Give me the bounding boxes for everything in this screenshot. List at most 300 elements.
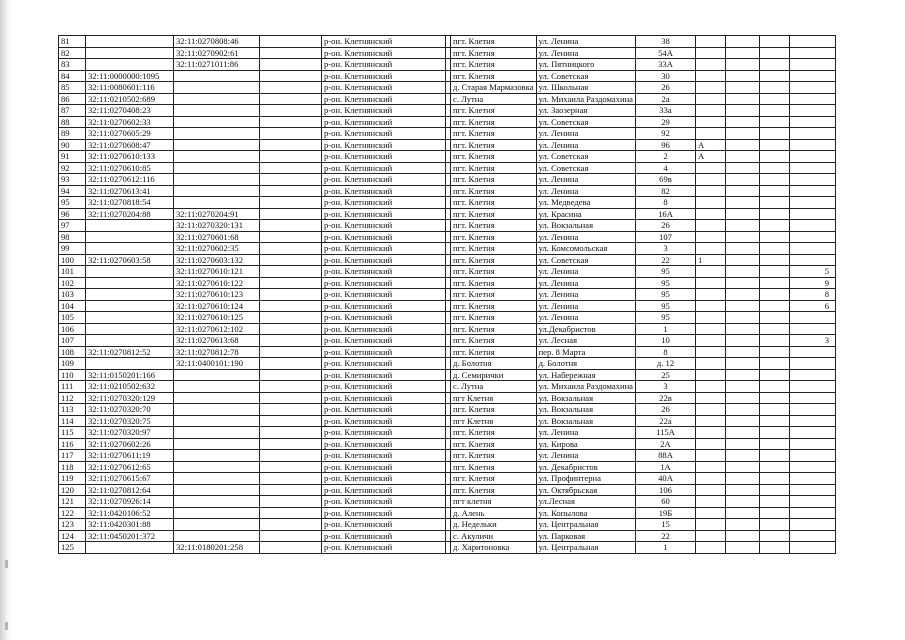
- apartment-number-cell: [790, 542, 836, 554]
- empty-cell: [726, 208, 760, 220]
- street-cell: ул. Михаила Раздомахина: [536, 381, 635, 393]
- settlement-cell: пгт Клетня: [451, 392, 537, 404]
- row-number-cell: 103: [59, 289, 86, 301]
- house-number-cell: 40А: [636, 473, 696, 485]
- street-cell: ул. Кирова: [536, 438, 635, 450]
- row-number-cell: 112: [59, 392, 86, 404]
- land-cadastral-number-cell: 32:11:0270320:97: [86, 427, 174, 439]
- apartment-number-cell: [790, 415, 836, 427]
- empty-cell: [760, 220, 790, 232]
- house-number-cell: 38: [636, 36, 696, 48]
- street-cell: ул. Ленина: [536, 139, 635, 151]
- land-cadastral-number-cell: 32:11:0270408:23: [86, 105, 174, 117]
- house-number-cell: 107: [636, 231, 696, 243]
- table-row: [59, 197, 836, 209]
- settlement-cell: пгт. Клетня: [451, 438, 537, 450]
- table-row: [59, 542, 836, 554]
- district-cell: р-он. Клетнянский: [322, 128, 446, 140]
- row-number-cell: 121: [59, 496, 86, 508]
- table-row: [59, 36, 836, 48]
- settlement-cell: д. Харитоновка: [451, 542, 537, 554]
- empty-cell: [260, 346, 322, 358]
- street-cell: ул. Советская: [536, 70, 635, 82]
- settlement-cell: пгт. Клетня: [451, 59, 537, 71]
- letter-cell: [696, 47, 726, 59]
- street-cell: ул. Лесная: [536, 335, 635, 347]
- settlement-cell: пгт. Клетня: [451, 277, 537, 289]
- land-cadastral-number-cell: 32:11:0270926:14: [86, 496, 174, 508]
- building-cadastral-number-cell: [174, 128, 260, 140]
- apartment-number-cell: [790, 254, 836, 266]
- empty-cell: [726, 542, 760, 554]
- district-cell: р-он. Клетнянский: [322, 312, 446, 324]
- settlement-cell: пгт. Клетня: [451, 427, 537, 439]
- scan-edge-shadow: [0, 0, 12, 640]
- district-cell: р-он. Клетнянский: [322, 185, 446, 197]
- land-cadastral-number-cell: 32:11:0270611:19: [86, 450, 174, 462]
- empty-cell: [260, 519, 322, 531]
- settlement-cell: пгт. Клетня: [451, 70, 537, 82]
- building-cadastral-number-cell: 32:11:0180201:258: [174, 542, 260, 554]
- land-cadastral-number-cell: [86, 231, 174, 243]
- building-cadastral-number-cell: 32:11:0270601:68: [174, 231, 260, 243]
- row-number-cell: 120: [59, 484, 86, 496]
- table-row: [59, 415, 836, 427]
- land-cadastral-number-cell: 32:11:0270818:54: [86, 197, 174, 209]
- table-row: [59, 220, 836, 232]
- land-cadastral-number-cell: [86, 335, 174, 347]
- empty-cell: [726, 59, 760, 71]
- letter-cell: [696, 358, 726, 370]
- row-number-cell: 93: [59, 174, 86, 186]
- land-cadastral-number-cell: 32:11:0210502:689: [86, 93, 174, 105]
- empty-cell: [726, 519, 760, 531]
- row-number-cell: 82: [59, 47, 86, 59]
- empty-cell: [726, 392, 760, 404]
- house-number-cell: 4: [636, 162, 696, 174]
- letter-cell: [696, 335, 726, 347]
- empty-cell: [260, 530, 322, 542]
- letter-cell: [696, 473, 726, 485]
- row-number-cell: 118: [59, 461, 86, 473]
- empty-cell: [260, 105, 322, 117]
- empty-cell: [726, 220, 760, 232]
- settlement-cell: пгт. Клетня: [451, 243, 537, 255]
- land-cadastral-number-cell: 32:11:0270320:70: [86, 404, 174, 416]
- land-cadastral-number-cell: [86, 220, 174, 232]
- letter-cell: [696, 484, 726, 496]
- row-number-cell: 113: [59, 404, 86, 416]
- district-cell: р-он. Клетнянский: [322, 116, 446, 128]
- row-number-cell: 125: [59, 542, 86, 554]
- settlement-cell: пгт. Клетня: [451, 473, 537, 485]
- table-row: [59, 277, 836, 289]
- empty-cell: [726, 415, 760, 427]
- empty-cell: [260, 128, 322, 140]
- row-number-cell: 96: [59, 208, 86, 220]
- house-number-cell: 60: [636, 496, 696, 508]
- empty-cell: [260, 300, 322, 312]
- land-cadastral-number-cell: [86, 36, 174, 48]
- empty-cell: [760, 197, 790, 209]
- land-cadastral-number-cell: 32:11:0270610:85: [86, 162, 174, 174]
- empty-cell: [260, 208, 322, 220]
- letter-cell: [696, 346, 726, 358]
- table-row: [59, 346, 836, 358]
- empty-cell: [760, 70, 790, 82]
- empty-cell: [726, 438, 760, 450]
- letter-cell: [696, 427, 726, 439]
- letter-cell: [696, 300, 726, 312]
- empty-cell: [760, 404, 790, 416]
- letter-cell: [696, 277, 726, 289]
- settlement-cell: пгт. Клетня: [451, 47, 537, 59]
- empty-cell: [260, 151, 322, 163]
- building-cadastral-number-cell: [174, 473, 260, 485]
- street-cell: д. Болотня: [536, 358, 635, 370]
- row-number-cell: 111: [59, 381, 86, 393]
- table-row: [59, 47, 836, 59]
- settlement-cell: пгт. Клетня: [451, 289, 537, 301]
- letter-cell: [696, 415, 726, 427]
- street-cell: ул. Комсомольская: [536, 243, 635, 255]
- row-number-cell: 105: [59, 312, 86, 324]
- house-number-cell: 95: [636, 312, 696, 324]
- letter-cell: [696, 105, 726, 117]
- district-cell: р-он. Клетнянский: [322, 162, 446, 174]
- empty-cell: [260, 47, 322, 59]
- land-cadastral-number-cell: [86, 277, 174, 289]
- settlement-cell: с. Лутна: [451, 381, 537, 393]
- row-number-cell: 114: [59, 415, 86, 427]
- letter-cell: [696, 381, 726, 393]
- house-number-cell: 92: [636, 128, 696, 140]
- apartment-number-cell: [790, 438, 836, 450]
- apartment-number-cell: [790, 59, 836, 71]
- land-cadastral-number-cell: [86, 289, 174, 301]
- row-number-cell: 100: [59, 254, 86, 266]
- empty-cell: [726, 300, 760, 312]
- empty-cell: [760, 174, 790, 186]
- letter-cell: [696, 507, 726, 519]
- district-cell: р-он. Клетнянский: [322, 277, 446, 289]
- house-number-cell: 15: [636, 519, 696, 531]
- empty-cell: [760, 47, 790, 59]
- empty-cell: [260, 427, 322, 439]
- street-cell: ул. Ленина: [536, 289, 635, 301]
- house-number-cell: 22: [636, 530, 696, 542]
- table-row: [59, 70, 836, 82]
- empty-cell: [260, 266, 322, 278]
- empty-cell: [260, 185, 322, 197]
- building-cadastral-number-cell: [174, 116, 260, 128]
- building-cadastral-number-cell: 32:11:0270613:68: [174, 335, 260, 347]
- district-cell: р-он. Клетнянский: [322, 266, 446, 278]
- empty-cell: [260, 461, 322, 473]
- table-row: [59, 369, 836, 381]
- district-cell: р-он. Клетнянский: [322, 36, 446, 48]
- empty-cell: [760, 323, 790, 335]
- district-cell: р-он. Клетнянский: [322, 47, 446, 59]
- row-number-cell: 90: [59, 139, 86, 151]
- house-number-cell: 22: [636, 254, 696, 266]
- settlement-cell: пгт. Клетня: [451, 105, 537, 117]
- row-number-cell: 91: [59, 151, 86, 163]
- empty-cell: [760, 542, 790, 554]
- district-cell: р-он. Клетнянский: [322, 254, 446, 266]
- building-cadastral-number-cell: [174, 174, 260, 186]
- empty-cell: [726, 254, 760, 266]
- empty-cell: [760, 231, 790, 243]
- empty-cell: [260, 369, 322, 381]
- district-cell: р-он. Клетнянский: [322, 369, 446, 381]
- land-cadastral-number-cell: 32:11:0420301:88: [86, 519, 174, 531]
- empty-cell: [726, 484, 760, 496]
- house-number-cell: 95: [636, 266, 696, 278]
- row-number-cell: 85: [59, 82, 86, 94]
- table-row: [59, 289, 836, 301]
- house-number-cell: 25: [636, 369, 696, 381]
- street-cell: ул. Вокзальная: [536, 392, 635, 404]
- apartment-number-cell: [790, 450, 836, 462]
- district-cell: р-он. Клетнянский: [322, 151, 446, 163]
- empty-cell: [260, 82, 322, 94]
- apartment-number-cell: [790, 128, 836, 140]
- house-number-cell: 19Б: [636, 507, 696, 519]
- empty-cell: [260, 323, 322, 335]
- land-cadastral-number-cell: 32:11:0270812:52: [86, 346, 174, 358]
- table-row: [59, 323, 836, 335]
- settlement-cell: пгт. Клетня: [451, 461, 537, 473]
- land-cadastral-number-cell: [86, 266, 174, 278]
- row-number-cell: 119: [59, 473, 86, 485]
- empty-cell: [760, 392, 790, 404]
- empty-cell: [726, 47, 760, 59]
- empty-cell: [726, 82, 760, 94]
- letter-cell: А: [696, 139, 726, 151]
- land-cadastral-number-cell: 32:11:0080601:116: [86, 82, 174, 94]
- apartment-number-cell: 9: [790, 277, 836, 289]
- letter-cell: [696, 461, 726, 473]
- street-cell: ул. Ленина: [536, 36, 635, 48]
- empty-cell: [760, 473, 790, 485]
- district-cell: р-он. Клетнянский: [322, 473, 446, 485]
- empty-cell: [760, 266, 790, 278]
- empty-cell: [726, 266, 760, 278]
- table-row: [59, 335, 836, 347]
- settlement-cell: пгт. Клетня: [451, 220, 537, 232]
- empty-cell: [760, 82, 790, 94]
- empty-cell: [726, 36, 760, 48]
- empty-cell: [760, 358, 790, 370]
- district-cell: р-он. Клетнянский: [322, 542, 446, 554]
- building-cadastral-number-cell: [174, 438, 260, 450]
- land-cadastral-number-cell: 32:11:0270812:64: [86, 484, 174, 496]
- letter-cell: [696, 174, 726, 186]
- building-cadastral-number-cell: [174, 139, 260, 151]
- empty-cell: [726, 116, 760, 128]
- row-number-cell: 83: [59, 59, 86, 71]
- district-cell: р-он. Клетнянский: [322, 438, 446, 450]
- empty-cell: [260, 139, 322, 151]
- house-number-cell: 54А: [636, 47, 696, 59]
- district-cell: р-он. Клетнянский: [322, 519, 446, 531]
- land-cadastral-number-cell: 32:11:0270608:47: [86, 139, 174, 151]
- building-cadastral-number-cell: 32:11:0270603:132: [174, 254, 260, 266]
- letter-cell: [696, 93, 726, 105]
- street-cell: ул. Центральная: [536, 542, 635, 554]
- building-cadastral-number-cell: 32:11:0270610:123: [174, 289, 260, 301]
- apartment-number-cell: [790, 185, 836, 197]
- house-number-cell: 95: [636, 277, 696, 289]
- empty-cell: [260, 438, 322, 450]
- row-number-cell: 92: [59, 162, 86, 174]
- settlement-cell: пгт. Клетня: [451, 116, 537, 128]
- street-cell: ул. Вокзальная: [536, 404, 635, 416]
- row-number-cell: 109: [59, 358, 86, 370]
- table-row: [59, 185, 836, 197]
- letter-cell: [696, 519, 726, 531]
- row-number-cell: 107: [59, 335, 86, 347]
- settlement-cell: д. Старая Мармазовка: [451, 82, 537, 94]
- table-row: [59, 243, 836, 255]
- settlement-cell: пгт. Клетня: [451, 335, 537, 347]
- district-cell: р-он. Клетнянский: [322, 530, 446, 542]
- row-number-cell: 108: [59, 346, 86, 358]
- empty-cell: [760, 105, 790, 117]
- building-cadastral-number-cell: 32:11:0270612:102: [174, 323, 260, 335]
- empty-cell: [760, 312, 790, 324]
- land-cadastral-number-cell: 32:11:0150201:166: [86, 369, 174, 381]
- building-cadastral-number-cell: 32:11:0270602:35: [174, 243, 260, 255]
- street-cell: ул. Ленина: [536, 47, 635, 59]
- house-number-cell: 96: [636, 139, 696, 151]
- street-cell: ул. Ленина: [536, 185, 635, 197]
- street-cell: ул. Ленина: [536, 427, 635, 439]
- empty-cell: [726, 277, 760, 289]
- settlement-cell: пгт. Клетня: [451, 208, 537, 220]
- table-row: [59, 438, 836, 450]
- letter-cell: [696, 116, 726, 128]
- table-row: [59, 231, 836, 243]
- table-row: [59, 93, 836, 105]
- row-number-cell: 88: [59, 116, 86, 128]
- empty-cell: [760, 507, 790, 519]
- table-row: [59, 128, 836, 140]
- empty-cell: [760, 519, 790, 531]
- house-number-cell: 33а: [636, 105, 696, 117]
- row-number-cell: 110: [59, 369, 86, 381]
- empty-cell: [260, 335, 322, 347]
- settlement-cell: д. Алень: [451, 507, 537, 519]
- street-cell: ул. Ленина: [536, 300, 635, 312]
- building-cadastral-number-cell: 32:11:0270204:91: [174, 208, 260, 220]
- empty-cell: [260, 59, 322, 71]
- table-row: [59, 358, 836, 370]
- letter-cell: [696, 450, 726, 462]
- letter-cell: [696, 185, 726, 197]
- district-cell: р-он. Клетнянский: [322, 231, 446, 243]
- land-cadastral-number-cell: [86, 323, 174, 335]
- letter-cell: [696, 323, 726, 335]
- table-row: [59, 381, 836, 393]
- building-cadastral-number-cell: 32:11:0270812:78: [174, 346, 260, 358]
- house-number-cell: 69в: [636, 174, 696, 186]
- house-number-cell: 10: [636, 335, 696, 347]
- house-number-cell: 3: [636, 243, 696, 255]
- empty-cell: [760, 162, 790, 174]
- settlement-cell: пгт. Клетня: [451, 450, 537, 462]
- empty-cell: [760, 289, 790, 301]
- apartment-number-cell: [790, 530, 836, 542]
- empty-cell: [726, 335, 760, 347]
- empty-cell: [726, 105, 760, 117]
- row-number-cell: 95: [59, 197, 86, 209]
- letter-cell: [696, 496, 726, 508]
- house-number-cell: 88А: [636, 450, 696, 462]
- district-cell: р-он. Клетнянский: [322, 59, 446, 71]
- empty-cell: [726, 197, 760, 209]
- apartment-number-cell: [790, 231, 836, 243]
- building-cadastral-number-cell: [174, 197, 260, 209]
- table-row: [59, 530, 836, 542]
- land-cadastral-number-cell: 32:11:0270602:26: [86, 438, 174, 450]
- letter-cell: [696, 36, 726, 48]
- empty-cell: [760, 243, 790, 255]
- empty-cell: [726, 496, 760, 508]
- apartment-number-cell: [790, 116, 836, 128]
- empty-cell: [760, 484, 790, 496]
- empty-cell: [726, 231, 760, 243]
- empty-cell: [260, 36, 322, 48]
- empty-cell: [726, 530, 760, 542]
- empty-cell: [260, 254, 322, 266]
- apartment-number-cell: [790, 346, 836, 358]
- letter-cell: [696, 162, 726, 174]
- empty-cell: [726, 312, 760, 324]
- apartment-number-cell: [790, 404, 836, 416]
- land-cadastral-number-cell: 32:11:0270615:67: [86, 473, 174, 485]
- empty-cell: [726, 128, 760, 140]
- empty-cell: [760, 496, 790, 508]
- street-cell: ул. Ленина: [536, 174, 635, 186]
- letter-cell: [696, 220, 726, 232]
- table-row: [59, 519, 836, 531]
- district-cell: р-он. Клетнянский: [322, 82, 446, 94]
- land-cadastral-number-cell: 32:11:0000000:1095: [86, 70, 174, 82]
- street-cell: ул. Вокзальная: [536, 220, 635, 232]
- district-cell: р-он. Клетнянский: [322, 300, 446, 312]
- apartment-number-cell: 8: [790, 289, 836, 301]
- empty-cell: [726, 346, 760, 358]
- empty-cell: [260, 450, 322, 462]
- row-number-cell: 84: [59, 70, 86, 82]
- building-cadastral-number-cell: 32:11:0270610:125: [174, 312, 260, 324]
- house-number-cell: 2А: [636, 438, 696, 450]
- empty-cell: [726, 323, 760, 335]
- apartment-number-cell: [790, 369, 836, 381]
- street-cell: ул. Советская: [536, 151, 635, 163]
- building-cadastral-number-cell: 32:11:0400101:190: [174, 358, 260, 370]
- apartment-number-cell: [790, 496, 836, 508]
- empty-cell: [260, 496, 322, 508]
- settlement-cell: пгт. Клетня: [451, 254, 537, 266]
- settlement-cell: пгт. Клетня: [451, 151, 537, 163]
- table-row: [59, 312, 836, 324]
- district-cell: р-он. Клетнянский: [322, 404, 446, 416]
- empty-cell: [260, 392, 322, 404]
- building-cadastral-number-cell: [174, 70, 260, 82]
